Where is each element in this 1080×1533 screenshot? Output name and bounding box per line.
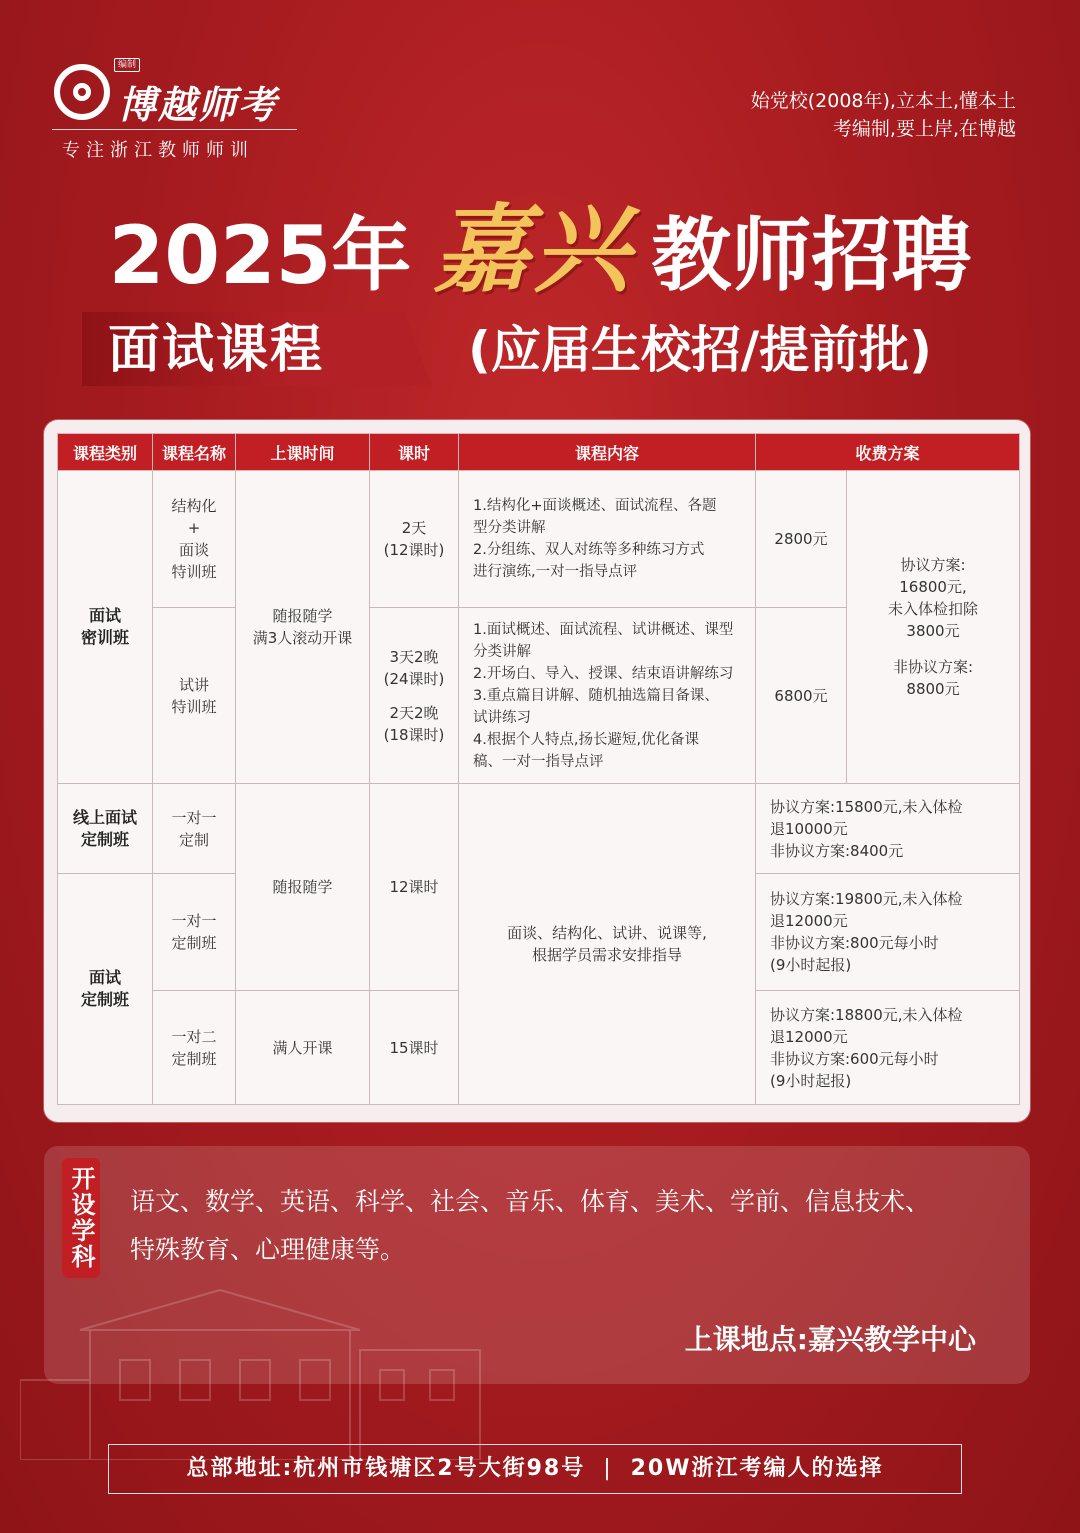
page-title (0, 180, 1080, 326)
cell-course-name: 结构化 + 面谈 特训班 (153, 471, 236, 608)
brand-name: 博越师考 (118, 82, 279, 127)
cell-category: 面试 密训班 (58, 471, 153, 784)
cell-course-name: 一对一 定制班 (153, 874, 236, 991)
slogan-line-2: 考编制,要上岸,在博越 (832, 118, 1016, 140)
subjects-line-1: 语文、数学、英语、科学、社会、音乐、体育、美术、学前、信息技术、 (130, 1187, 931, 1216)
header-name: 课程名称 (153, 434, 236, 471)
cell-time: 随报随学 (236, 784, 370, 991)
header-fee: 收费方案 (756, 434, 1020, 471)
cell-content: 面谈、结构化、试讲、说课等, 根据学员需求安排指导 (459, 784, 756, 1105)
slogan-line-1: 始党校(2008年),立本土,懂本土 (750, 90, 1016, 112)
cell-hours: 12课时 (370, 784, 459, 991)
cell-hours: 2天 (12课时) (370, 471, 459, 608)
title-rest: 教师招聘 (651, 209, 972, 302)
header-time: 上课时间 (236, 434, 370, 471)
ribbon-text: 面试课程 (108, 320, 325, 380)
cell-price: 2800元 (756, 471, 847, 608)
header-hours: 课时 (370, 434, 459, 471)
cell-category: 面试 定制班 (58, 874, 153, 1105)
class-location: 上课地点:嘉兴教学中心 (684, 1323, 976, 1356)
footer-separator: | (603, 1456, 613, 1481)
cell-content: 1.面试概述、面试流程、试讲概述、课型 分类讲解 2.开场白、导入、授课、结束语讲解练习 3.重点篇目讲解、随机抽选篇目备课、 试讲练习 4.根据个人特点,扬长避短,优化备课 稿、一对一指导点评 (459, 608, 756, 784)
course-table-card (44, 420, 1030, 1122)
cell-price: 6800元 (756, 608, 847, 784)
footer-address: 总部地址:杭州市钱塘区2号大街98号 (186, 1456, 586, 1481)
cell-fee-plan: 协议方案:18800元,未入体检 退12000元 非协议方案:600元每小时 (9小时起报) (756, 991, 1020, 1105)
subjects-line-2: 特殊教育、心理健康等。 (130, 1235, 406, 1264)
header-category: 课程类别 (58, 434, 153, 471)
cell-fee-plan: 协议方案:19800元,未入体检 退12000元 非协议方案:800元每小时 (9小时起报) (756, 874, 1020, 991)
subjects-list (130, 1178, 990, 1274)
page-subtitle: (应届生校招/提前批) (468, 321, 932, 379)
table-row (58, 471, 1020, 608)
slogan (751, 87, 1016, 143)
logo-badge: 编制 (114, 58, 140, 72)
title-city: 嘉兴 (433, 193, 634, 306)
cell-course-name: 试讲 特训班 (153, 608, 236, 784)
cell-content: 1.结构化+面谈概述、面试流程、各题 型分类讲解 2.分组练、双人对练等多种练习方式 进行演练,一对一指导点评 (459, 471, 756, 608)
cell-hours: 3天2晚 (24课时) 2天2晚 (18课时) (370, 608, 459, 784)
title-year: 2025年 (108, 209, 412, 302)
table-header-row (58, 434, 1020, 471)
cell-hours: 15课时 (370, 991, 459, 1105)
cell-fee-plan: 协议方案: 16800元, 未入体检扣除 3800元 非协议方案: 8800元 (847, 471, 1020, 784)
logo-divider (52, 129, 297, 130)
cell-time: 满人开课 (236, 991, 370, 1105)
footer-motto: 20W浙江考编人的选择 (630, 1456, 884, 1481)
header-content: 课程内容 (459, 434, 756, 471)
cell-time: 随报随学 满3人滚动开课 (236, 471, 370, 784)
logo-mark-icon (54, 64, 110, 120)
course-table (57, 433, 1020, 1105)
cell-course-name: 一对二 定制班 (153, 991, 236, 1105)
subjects-tag: 开设学科 (62, 1158, 100, 1278)
brand-tagline: 专注浙江教师师训 (62, 140, 254, 161)
building-illustration (20, 1270, 500, 1460)
cell-category: 线上面试 定制班 (58, 784, 153, 874)
footer-bar (108, 1444, 962, 1494)
cell-fee-plan: 协议方案:15800元,未入体检 退10000元 非协议方案:8400元 (756, 784, 1020, 874)
cell-course-name: 一对一 定制 (153, 784, 236, 874)
brand-logo (52, 56, 302, 166)
table-row (58, 784, 1020, 874)
